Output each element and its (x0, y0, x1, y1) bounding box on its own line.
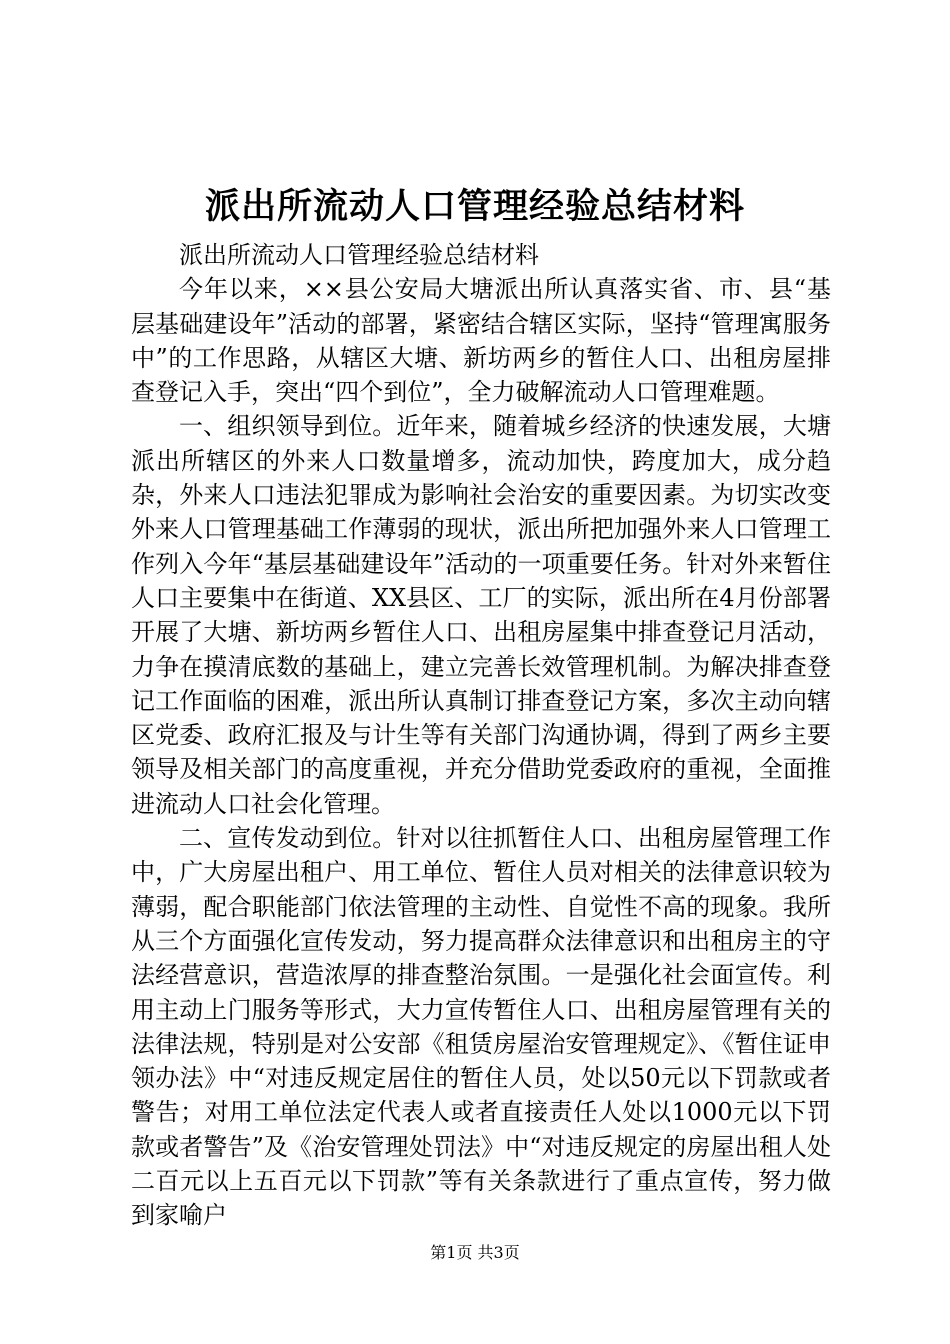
body-paragraph-section-2: 二、宣传发动到位。针对以往抓暂住人口、出租房屋管理工作中，广大房屋出租户、用工单位、暂住人员对相关的法律意识较为薄弱，配合职能部门依法管理的主动性、自觉性不高的现象。我所从三个方面强化宣传发动，努力提高群众法律意识和出租房主的守法经营意识，营造浓厚的排查整治氛围。一是强化社会面宣传。利用主动上门服务等形式，大力宣传暂住人口、出租房屋管理有关的法律法规，特别是对公安部《租赁房屋治安管理规定》、《暂住证申领办法》中“对违反规定居住的暂住人员，处以50元以下罚款或者警告；对用工单位法定代表人或者直接责任人处以1000元以下罚款或者警告”及《治安管理处罚法》中“对违反规定的房屋出租人处二百元以上五百元以下罚款”等有关条款进行了重点宣传，努力做到家喻户 (131, 824, 831, 1230)
page-footer: 第1页 共3页 (430, 1243, 520, 1262)
body-paragraph-intro: 今年以来，××县公安局大塘派出所认真落实省、市、县“基层基础建设年”活动的部署，紧密结合辖区实际，坚持“管理寓服务中”的工作思路，从辖区大塘、新坊两乡的暂住人口、出租房屋排查登记入手，突出“四个到位”，全力破解流动人口管理难题。 (131, 275, 831, 407)
document-body (131, 238, 831, 1233)
body-paragraph-subtitle: 派出所流动人口管理经验总结材料 (179, 241, 539, 269)
body-paragraph-section-1: 一、组织领导到位。近年来，随着城乡经济的快速发展，大塘派出所辖区的外来人口数量增多，流动加快，跨度加大，成分趋杂，外来人口违法犯罪成为影响社会治安的重要因素。为切实改变外来人口管理基础工作薄弱的现状，派出所把加强外来人口管理工作列入今年“基层基础建设年”活动的一项重要任务。针对外来暂住人口主要集中在街道、XX县区、工厂的实际，派出所在4月份部署开展了大塘、新坊两乡暂住人口、出租房屋集中排查登记月活动，力争在摸清底数的基础上，建立完善长效管理机制。为解决排查登记工作面临的困难，派出所认真制订排查登记方案，多次主动向辖区党委、政府汇报及与计生等有关部门沟通协调，得到了两乡主要领导及相关部门的高度重视，并充分借助党委政府的重视，全面推进流动人口社会化管理。 (131, 412, 831, 818)
document-title: 派出所流动人口管理经验总结材料 (204, 186, 745, 227)
